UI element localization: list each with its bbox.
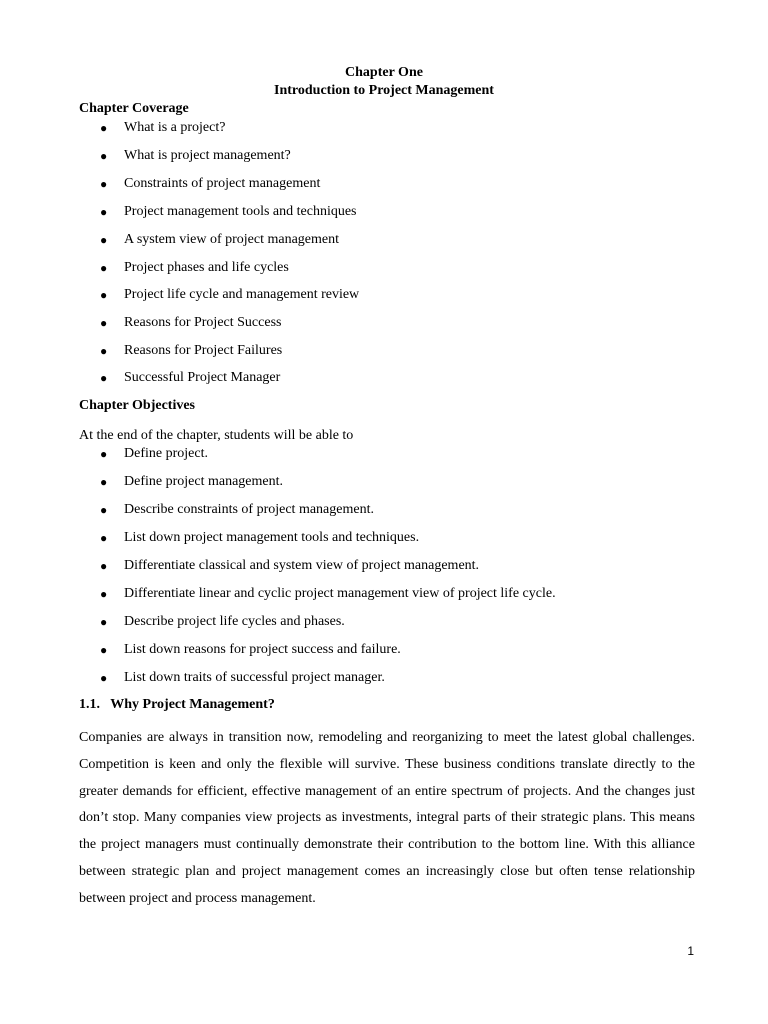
list-item-text: Constraints of project management	[124, 176, 321, 191]
bullet-icon: ●	[100, 531, 108, 545]
bullet-icon: ●	[100, 344, 108, 358]
list-item-text: Differentiate classical and system view of project management.	[124, 558, 480, 573]
bullet-icon: ●	[100, 447, 108, 461]
list-item-text: What is project management?	[124, 148, 291, 163]
list-item-text: Project management tools and techniques	[124, 204, 357, 219]
list-item-text: Describe project life cycles and phases.	[124, 614, 345, 629]
chapter-objectives-heading: Chapter Objectives	[79, 398, 195, 413]
list-item-text: Reasons for Project Failures	[124, 343, 283, 358]
list-item-text: Define project.	[124, 446, 208, 461]
bullet-icon: ●	[100, 615, 108, 629]
list-item-text: Define project management.	[124, 474, 283, 489]
bullet-icon: ●	[100, 503, 108, 517]
bullet-icon: ●	[100, 643, 108, 657]
bullet-icon: ●	[100, 587, 108, 601]
bullet-icon: ●	[100, 261, 108, 275]
chapter-title: Introduction to Project Management	[274, 83, 494, 98]
list-item-text: A system view of project management	[124, 232, 339, 247]
bullet-icon: ●	[100, 475, 108, 489]
section-heading: 1.1. Why Project Management?	[79, 697, 275, 712]
chapter-label: Chapter One	[345, 65, 423, 80]
bullet-icon: ●	[100, 205, 108, 219]
list-item-text: Differentiate linear and cyclic project management view of project life cycle.	[124, 586, 556, 601]
bullet-icon: ●	[100, 121, 108, 135]
bullet-icon: ●	[100, 233, 108, 247]
bullet-icon: ●	[100, 316, 108, 330]
list-item-text: Project phases and life cycles	[124, 260, 289, 275]
bullet-icon: ●	[100, 149, 108, 163]
list-item-text: List down traits of successful project manager.	[124, 670, 385, 685]
list-item-text: What is a project?	[124, 120, 226, 135]
list-item-text: List down project management tools and techniques.	[124, 530, 420, 545]
bullet-icon: ●	[100, 371, 108, 385]
bullet-icon: ●	[100, 671, 108, 685]
bullet-icon: ●	[100, 177, 108, 191]
list-item-text: Reasons for Project Success	[124, 315, 282, 330]
bullet-icon: ●	[100, 559, 108, 573]
list-item-text: List down reasons for project success and failure.	[124, 642, 401, 657]
page-number: 1	[687, 944, 694, 958]
objectives-intro: At the end of the chapter, students will be able to	[79, 428, 354, 443]
list-item-text: Describe constraints of project management.	[124, 502, 374, 517]
bullet-icon: ●	[100, 288, 108, 302]
section-paragraph: Companies are always in transition now, remodeling and reorganizing to meet the latest global challenges. Competition is keen and only the flexible will survive. These business conditions translate directly to the greater demands for efficient, effective management of an entire spectrum of projects. And the changes just don’t stop. Many companies view projects as investments, integral parts of their strategic plans. This means the project managers must continually demonstrate their contribution to the bottom line. With this alliance between strategic plan and project management comes an increasingly close but often tense relationship between project and process management.	[79, 730, 695, 906]
chapter-coverage-heading: Chapter Coverage	[79, 101, 189, 116]
list-item-text: Project life cycle and management review	[124, 287, 360, 302]
list-item-text: Successful Project Manager	[124, 370, 281, 385]
